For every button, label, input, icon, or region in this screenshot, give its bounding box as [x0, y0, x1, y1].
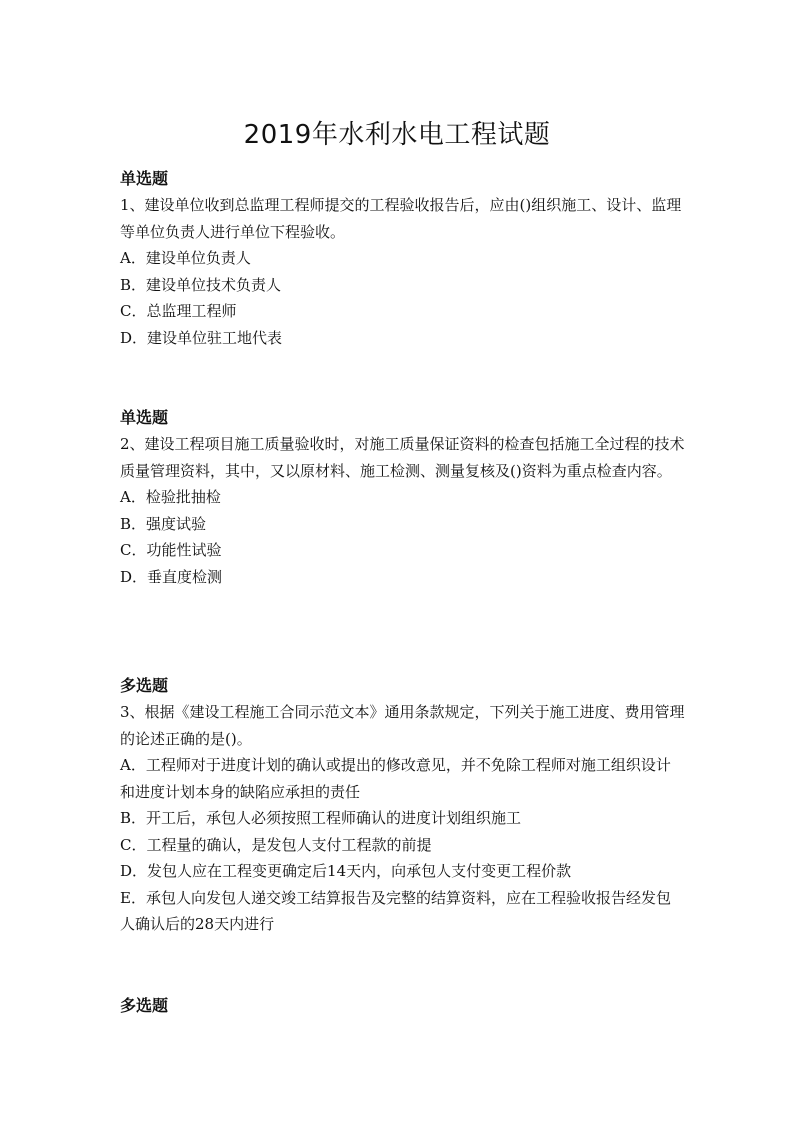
option-a: A．工程师对于进度计划的确认或提出的修改意见，并不免除工程师对施工组织设计和进度计划本身的缺陷应承担的责任	[120, 756, 671, 801]
option-e: E．承包人向发包人递交竣工结算报告及完整的结算资料，应在工程验收报告经发包人确认后的28天内进行	[120, 888, 671, 933]
question-text: 3、根据《建设工程施工合同示范文本》通用条款规定，下列关于施工进度、费用管理的论述正确的是()。	[120, 703, 685, 748]
option-c: C．总监理工程师	[120, 302, 237, 320]
option-c: C．功能性试验	[120, 541, 222, 559]
option-d: D．建设单位驻工地代表	[120, 328, 283, 347]
option-c: C．工程量的确认，是发包人支付工程款的前提	[120, 835, 432, 854]
question-text: 2、建设工程项目施工质量验收时，对施工质量保证资料的检查包括施工全过程的技术质量管理资料，其中，又以原材料、施工检测、测量复核及()资料为重点检查内容。	[120, 435, 685, 480]
question-4	[120, 993, 685, 1019]
option-b: B．强度试验	[120, 514, 207, 533]
option-a: A．建设单位负责人	[120, 249, 251, 267]
option-list	[120, 484, 685, 590]
option-list	[120, 245, 685, 351]
question-3	[120, 673, 685, 938]
option-d: D．发包人应在工程变更确定后14天内，向承包人支付变更工程价款	[120, 862, 572, 880]
question-type: 单选题	[120, 169, 169, 188]
question-type: 多选题	[120, 676, 169, 695]
option-b: B．建设单位技术负责人	[120, 275, 282, 294]
question-type: 单选题	[120, 408, 169, 427]
question-type: 多选题	[120, 996, 169, 1015]
document-title: 2019年水利水电工程试题	[243, 120, 551, 151]
question-text: 1、建设单位收到总监理工程师提交的工程验收报告后，应由()组织施工、设计、监理等单位负责人进行单位下程验收。	[120, 196, 682, 241]
option-b: B．开工后，承包人必须按照工程师确认的进度计划组织施工	[120, 809, 522, 827]
option-a: A．检验批抽检	[120, 488, 221, 506]
question-1	[120, 166, 685, 351]
question-2	[120, 405, 685, 590]
option-d: D．垂直度检测	[120, 567, 223, 586]
option-list	[120, 752, 685, 938]
